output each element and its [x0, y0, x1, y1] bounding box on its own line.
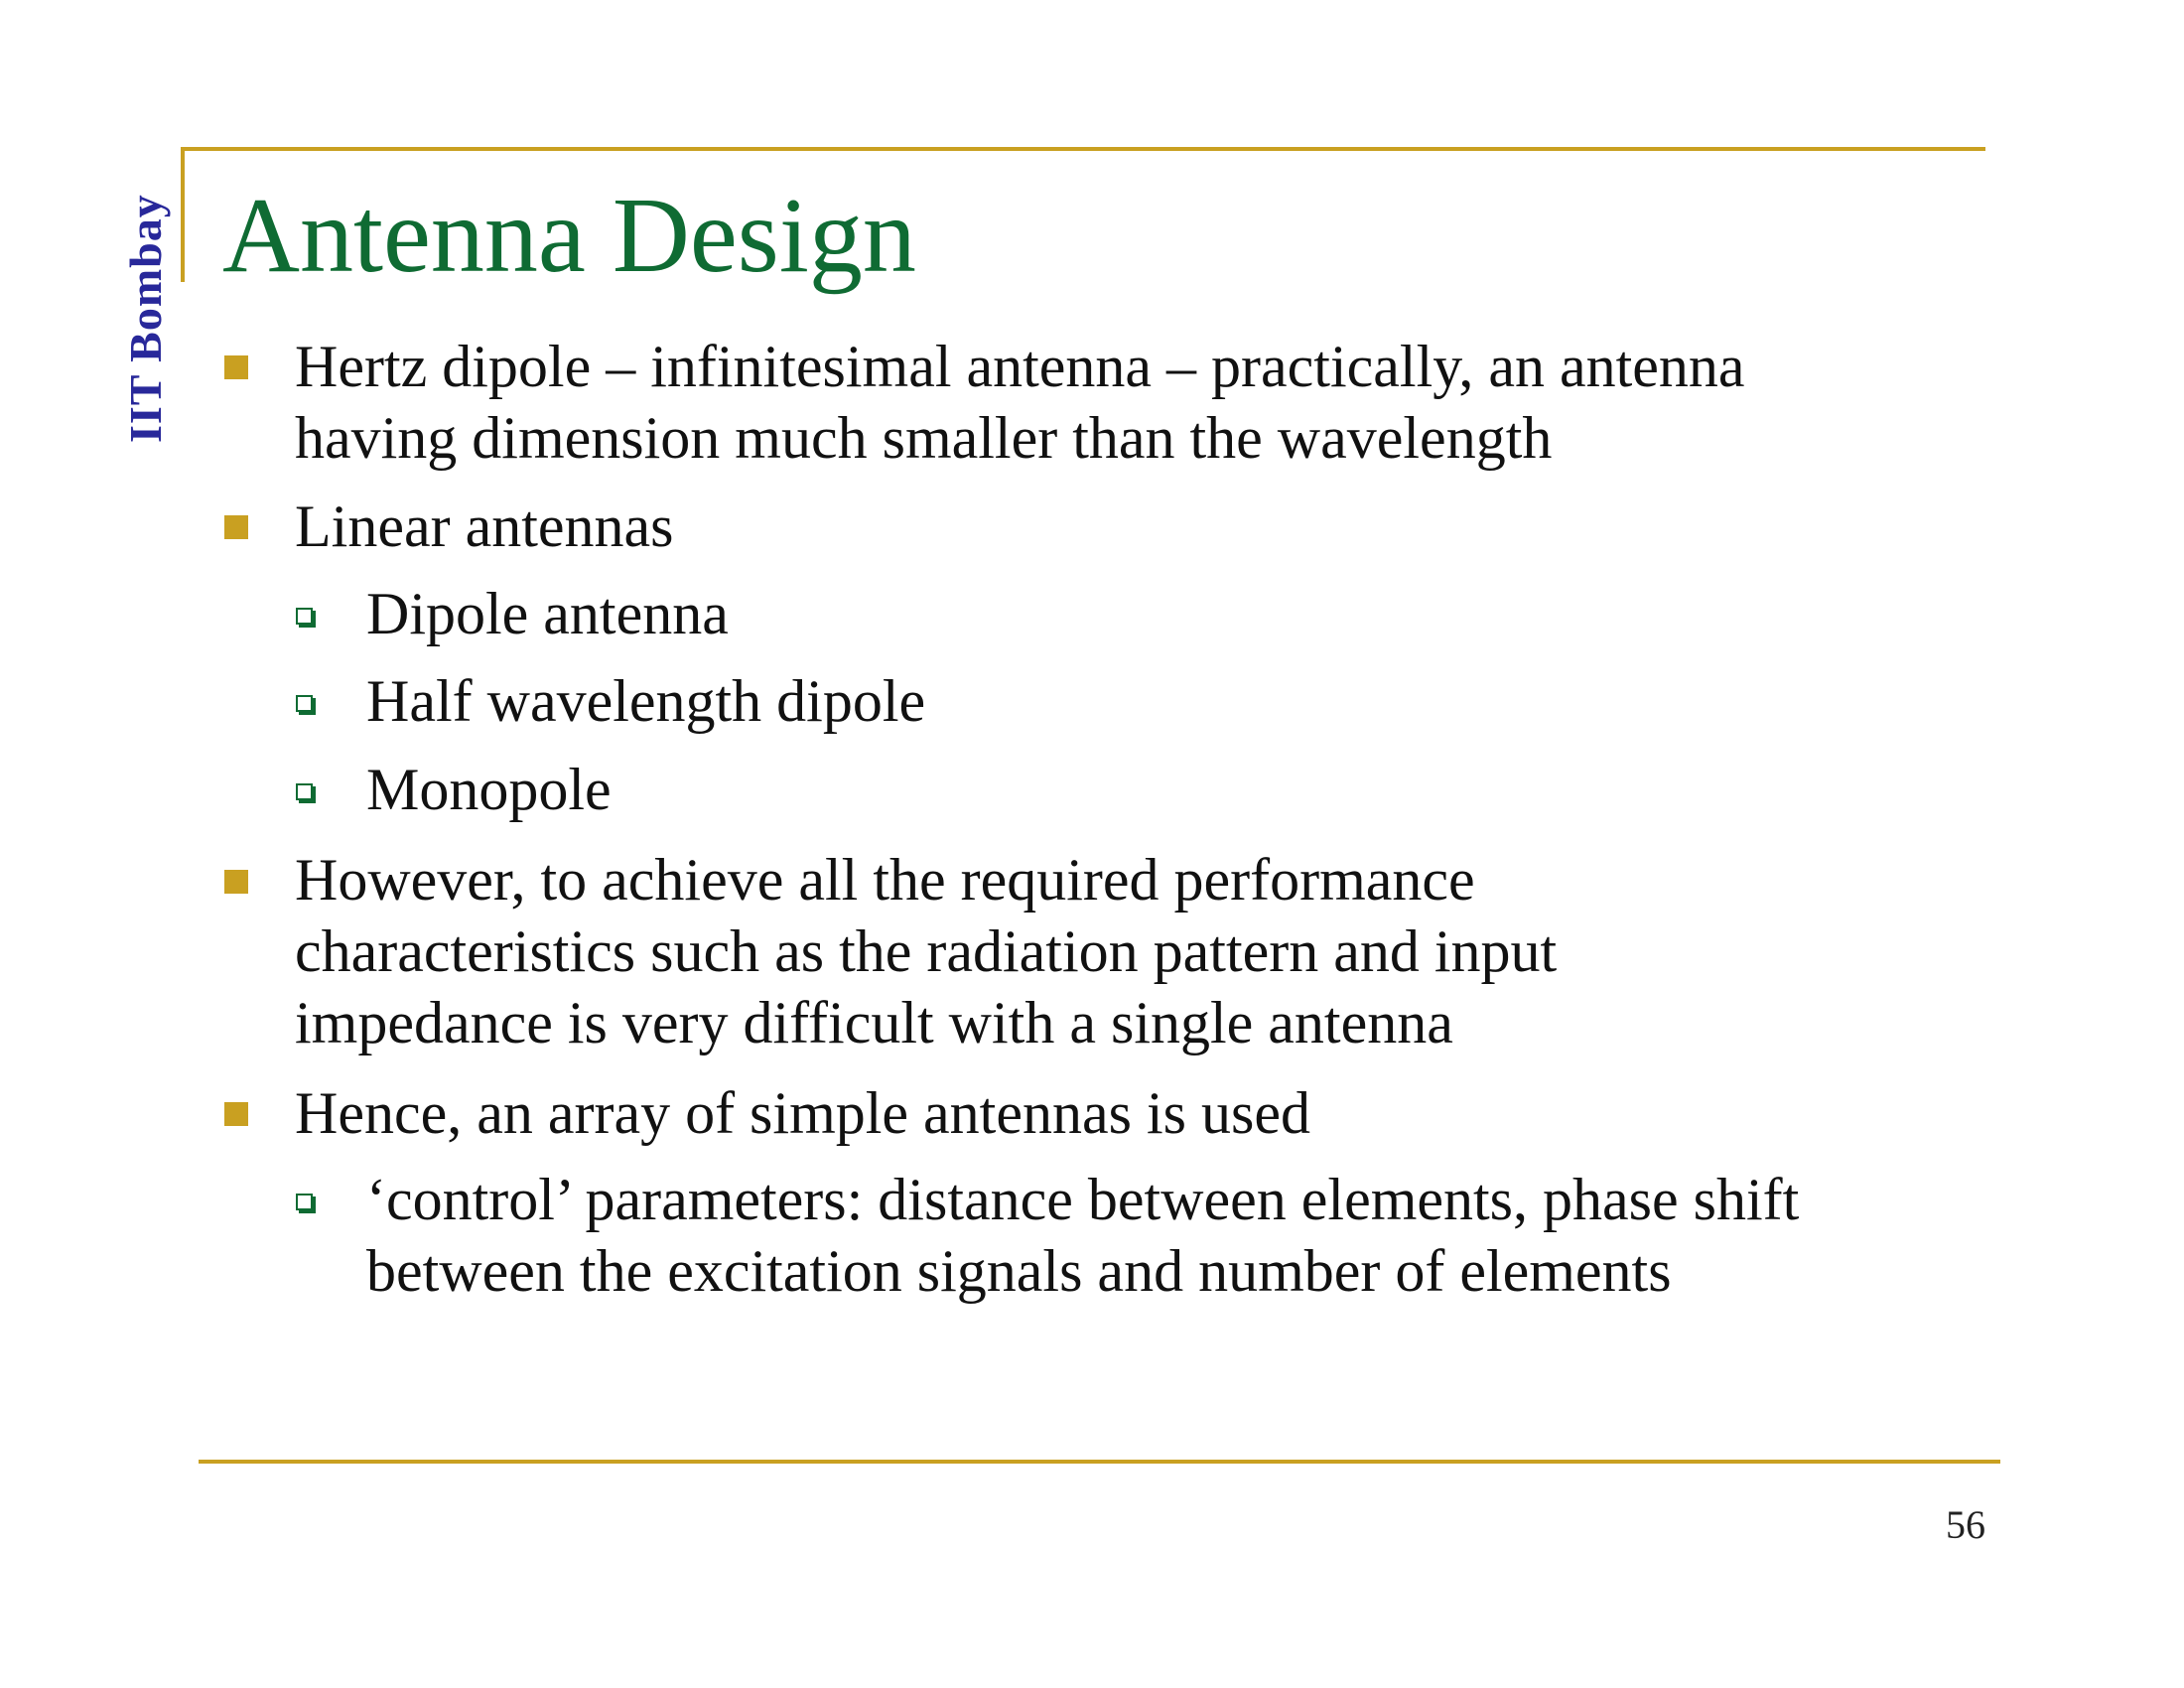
bullet-square-icon — [224, 515, 248, 539]
bullet-text-line: However, to achieve all the required performance — [295, 847, 1475, 913]
sub-bullet-box-icon — [296, 783, 313, 800]
sub-bullet-box-icon — [296, 695, 313, 712]
left-rule — [181, 147, 185, 282]
bullet-text-line: Hertz dipole – infinitesimal antenna – practically, an antenna — [295, 334, 1745, 399]
sub-bullet-text-line: Half wavelength dipole — [366, 668, 926, 734]
bottom-rule — [199, 1460, 2000, 1464]
bullet-text-line: having dimension much smaller than the wavelength — [295, 405, 1553, 471]
side-label: IIT Bombay — [120, 194, 171, 443]
bullet-text-line: Linear antennas — [295, 493, 674, 559]
bullet-text-line: Hence, an array of simple antennas is used — [295, 1080, 1310, 1146]
sub-bullet-text-line: Monopole — [366, 757, 612, 822]
sub-bullet-text-line: ‘control’ parameters: distance between elements, phase shift — [366, 1167, 1800, 1232]
bullet-text-line: characteristics such as the radiation pattern and input — [295, 918, 1558, 984]
bullet-square-icon — [224, 355, 248, 379]
bullet-square-icon — [224, 1102, 248, 1126]
sub-bullet-box-icon — [296, 608, 313, 625]
sub-bullet-text-line: Dipole antenna — [366, 581, 729, 646]
page-number: 56 — [1946, 1502, 1985, 1547]
bullet-text-line: impedance is very difficult with a single antenna — [295, 990, 1453, 1055]
bullet-square-icon — [224, 870, 248, 894]
top-rule — [181, 147, 1985, 151]
sub-bullet-text-line: between the excitation signals and number of elements — [366, 1238, 1672, 1304]
slide-title: Antenna Design — [222, 177, 916, 295]
sub-bullet-box-icon — [296, 1194, 313, 1210]
